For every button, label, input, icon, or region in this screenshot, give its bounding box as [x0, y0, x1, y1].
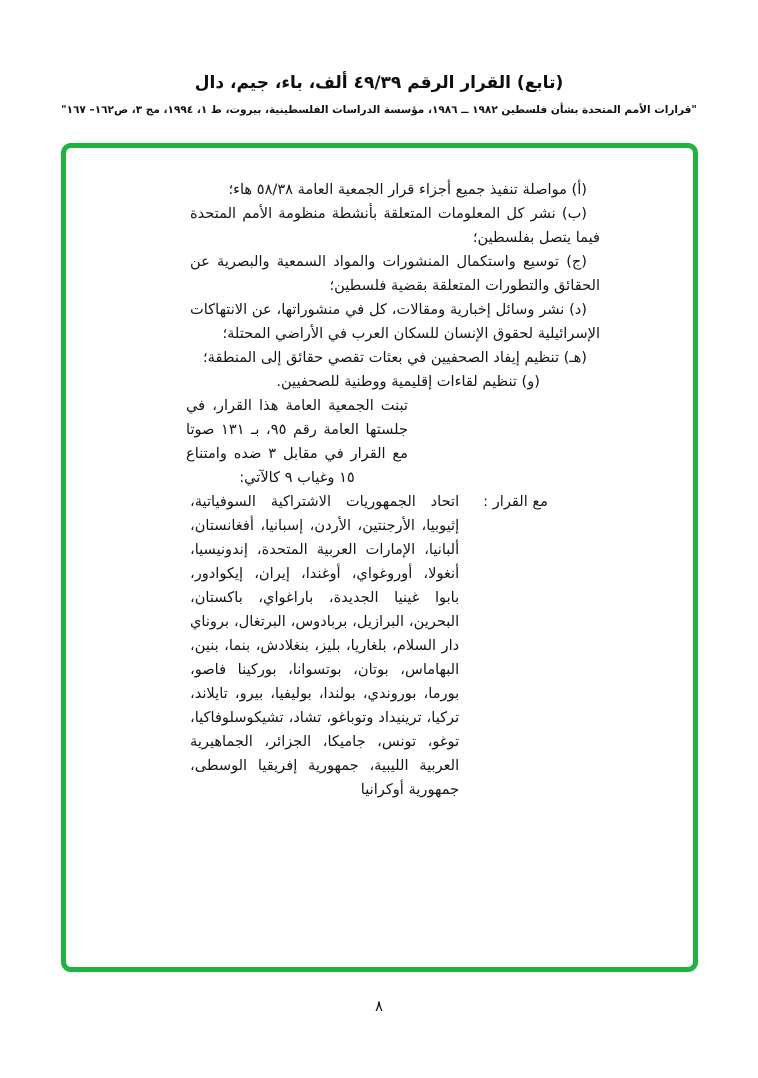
vote-record	[190, 490, 548, 802]
paragraph-baa: (ب) نشر كل المعلومات المتعلقة بأنشطة منظومة الأمم المتحدة فيما يتصل بفلسطين؛	[190, 205, 600, 246]
resolution-body	[186, 178, 600, 802]
adoption-note: تبنت الجمعية العامة هذا القرار، في جلستها العامة رقم ٩٥، بـ ١٣١ صوتا مع القرار في مقابل ٣ ضده وامتناع ١٥ وغياب ٩ كالآتي:	[186, 397, 409, 486]
paragraph-alef: (أ) مواصلة تنفيذ جميع أجزاء قرار الجمعية العامة ٥٨/٣٨ هاء؛	[228, 181, 587, 198]
source-citation: "قرارات الأمم المتحدة بشأن فلسطين ١٩٨٢ ــ ١٩٨٦، مؤسسة الدراسات الفلسطينية، بيروت، ط ١، ١٩٩٤، مج ٣، ص١٦٢– ١٦٧"	[61, 104, 697, 116]
paragraph-haa: (هـ) تنظيم إيفاد الصحفيين في بعثات تقصي حقائق إلى المنطقة؛	[203, 349, 587, 366]
green-frame	[61, 143, 698, 972]
vote-with-label: مع القرار :	[483, 493, 548, 510]
paragraph-dal: (د) نشر وسائل إخبارية ومقالات، كل في منشوراتها، عن الانتهاكات الإسرائيلية لحقوق الإنسان للسكان العرب في الأراضي المحتلة؛	[190, 301, 600, 342]
paragraph-jeem: (ج) توسيع واستكمال المنشورات والمواد السمعية والبصرية عن الحقائق والتطورات المتعلقة بقضية فلسطين؛	[190, 253, 600, 294]
page-number: ٨	[374, 997, 384, 1015]
vote-with-country-list: اتحاد الجمهوريات الاشتراكية السوفياتية، إثيوبيا، الأرجنتين، الأردن، إسبانيا، أفغانستان، ألبانيا، الإمارات العربية المتحدة، إندونيسيا، أنغولا، أوروغواي، أوغندا، إيران، إيكوادور، بابوا غينيا الجديدة، باراغواي، باكستان، البحرين، البرازيل، بربادوس، البرتغال، بروناي دار السلام، بلغاريا، بليز، بنغلادش، بنما، بنين، البهاماس، بوتان، بوتسوانا، بوركينا فاصو، بورما، بوروندي، بولندا، بوليفيا، بيرو، تايلاند، تركيا، ترينيداد وتوباغو، تشاد، تشيكوسلوفاكيا، توغو، تونس، جاميكا، الجزائر، الجماهيرية العربية الليبية، جمهورية إفريقيا الوسطى، جمهورية أوكرانيا	[190, 493, 460, 798]
paragraph-waw: (و) تنظيم لقاءات إقليمية ووطنية للصحفيين.	[276, 373, 540, 390]
page-header	[0, 72, 758, 117]
resolution-title: (تابع) القرار الرقم ٤٩/٣٩ ألف، باء، جيم، دال	[194, 73, 564, 93]
